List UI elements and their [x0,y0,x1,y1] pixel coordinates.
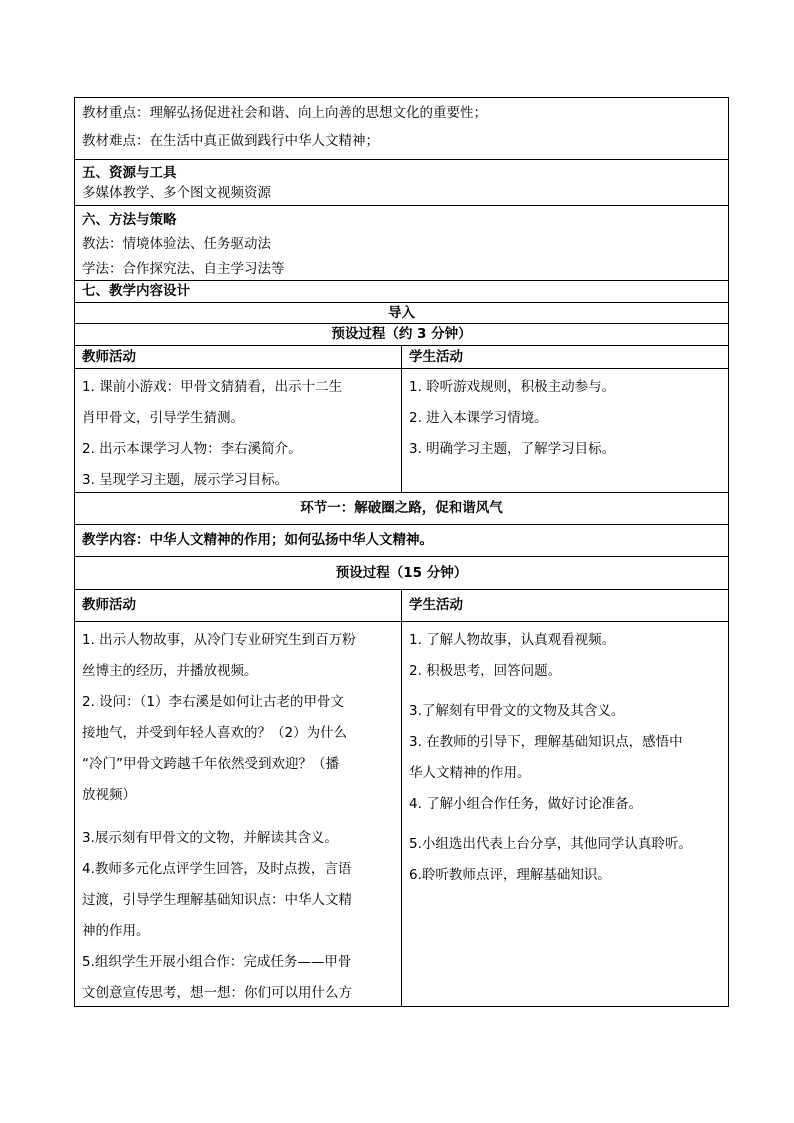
teaching-method: 教法：情境体验法、任务驱动法 [82,236,271,252]
intro-student-header: 学生活动 [409,349,463,365]
intro-student-activities [402,369,728,492]
stage1-content-row [75,525,729,557]
stage1-teacher-item: 过渡，引导学生理解基础知识点：中华人文精 [82,892,352,908]
stage1-teacher-item: 丝博主的经历，并播放视频。 [82,663,258,679]
resources-heading: 五、资源与工具 [82,165,177,181]
stage1-student-activities [402,622,728,1006]
intro-activities-row [75,369,729,493]
stage1-teacher-activities [75,622,402,1006]
lesson-plan-table [74,97,729,1007]
stage1-title: 环节一：解破圈之路，促和谐风气 [300,500,503,516]
stage1-teacher-item: 神的作用。 [82,923,150,939]
resources-cell [75,160,728,205]
intro-title: 导入 [388,305,415,321]
key-points-cell [75,98,728,159]
stage1-teacher-item: 2. 设问：（1）李右溪是如何让古老的甲骨文 [82,694,345,710]
stage1-teacher-item: “冷门”甲骨文跨越千年依然受到欢迎？（播 [82,756,339,772]
stage1-content: 教学内容：中华人文精神的作用；如何弘扬中华人文精神。 [82,532,433,548]
intro-student-item: 3. 明确学习主题，了解学习目标。 [409,441,616,457]
difficulty-text: 教材难点：在生活中真正做到践行中华人文精神； [82,133,379,149]
intro-student-item: 1. 聆听游戏规则，积极主动参与。 [409,379,616,395]
stage1-student-item: 6.聆听教师点评，理解基础知识。 [409,867,611,883]
stage1-student-item: 2. 积极思考，回答问题。 [409,663,562,679]
stage1-teacher-item: 5.组织学生开展小组合作：完成任务——甲骨 [82,954,352,970]
intro-teacher-item: 1. 课前小游戏：甲骨文猜猜看，出示十二生 [82,379,343,395]
intro-process-row [75,324,729,346]
design-row [75,281,729,303]
methods-row [75,206,729,281]
stage1-student-header: 学生活动 [409,597,463,613]
stage1-teacher-item: 文创意宣传思考，想一想：你们可以用什么方 [82,985,352,1001]
intro-teacher-activities [75,369,402,492]
stage1-title-row [75,493,729,525]
stage1-student-item: 3. 在教师的引导下，理解基础知识点，感悟中 [409,734,683,750]
key-points-row [75,98,729,160]
methods-heading: 六、方法与策略 [82,212,177,228]
stage1-process-row [75,557,729,590]
intro-teacher-item: 3. 呈现学习主题，展示学习目标。 [82,472,289,488]
stage1-teacher-item: 4.教师多元化点评学生回答，及时点拨，言语 [82,861,352,877]
intro-header-row [75,346,729,369]
intro-teacher-item: 2. 出示本课学习人物：李右溪简介。 [82,441,302,457]
stage1-teacher-item: 3.展示刻有甲骨文的文物，并解读其含义。 [82,830,338,846]
stage1-header-row [75,590,729,622]
intro-teacher-item: 肖甲骨文，引导学生猜测。 [82,410,244,426]
stage1-student-item: 4. 了解小组合作任务，做好讨论准备。 [409,796,643,812]
learning-method: 学法：合作探究法、自主学习法等 [82,261,285,277]
methods-cell [75,206,728,280]
intro-title-row [75,303,729,324]
stage1-activities-row [75,622,729,1007]
stage1-teacher-header: 教师活动 [75,590,402,621]
stage1-student-item: 5.小组选出代表上台分享，其他同学认真聆听。 [409,836,692,852]
resources-row [75,160,729,206]
intro-student-item: 2. 进入本课学习情境。 [409,410,548,426]
key-point-text: 教材重点：理解弘扬促进社会和谐、向上向善的思想文化的重要性； [82,105,487,121]
resources-content: 多媒体教学、多个图文视频资源 [82,185,271,201]
stage1-student-item: 3.了解刻有甲骨文的文物及其含义。 [409,703,625,719]
stage1-student-item: 1. 了解人物故事，认真观看视频。 [409,632,616,648]
intro-teacher-header: 教师活动 [75,346,402,368]
stage1-process: 预设过程（15 分钟） [335,565,468,581]
stage1-student-item: 华人文精神的作用。 [409,765,531,781]
intro-process: 预设过程（约 3 分钟） [331,326,472,342]
design-heading: 七、教学内容设计 [82,283,190,299]
stage1-teacher-item: 1. 出示人物故事，从冷门专业研究生到百万粉 [82,632,356,648]
stage1-teacher-item: 放视频） [82,787,136,803]
stage1-teacher-item: 接地气，并受到年轻人喜欢的？（2）为什么 [82,725,348,741]
